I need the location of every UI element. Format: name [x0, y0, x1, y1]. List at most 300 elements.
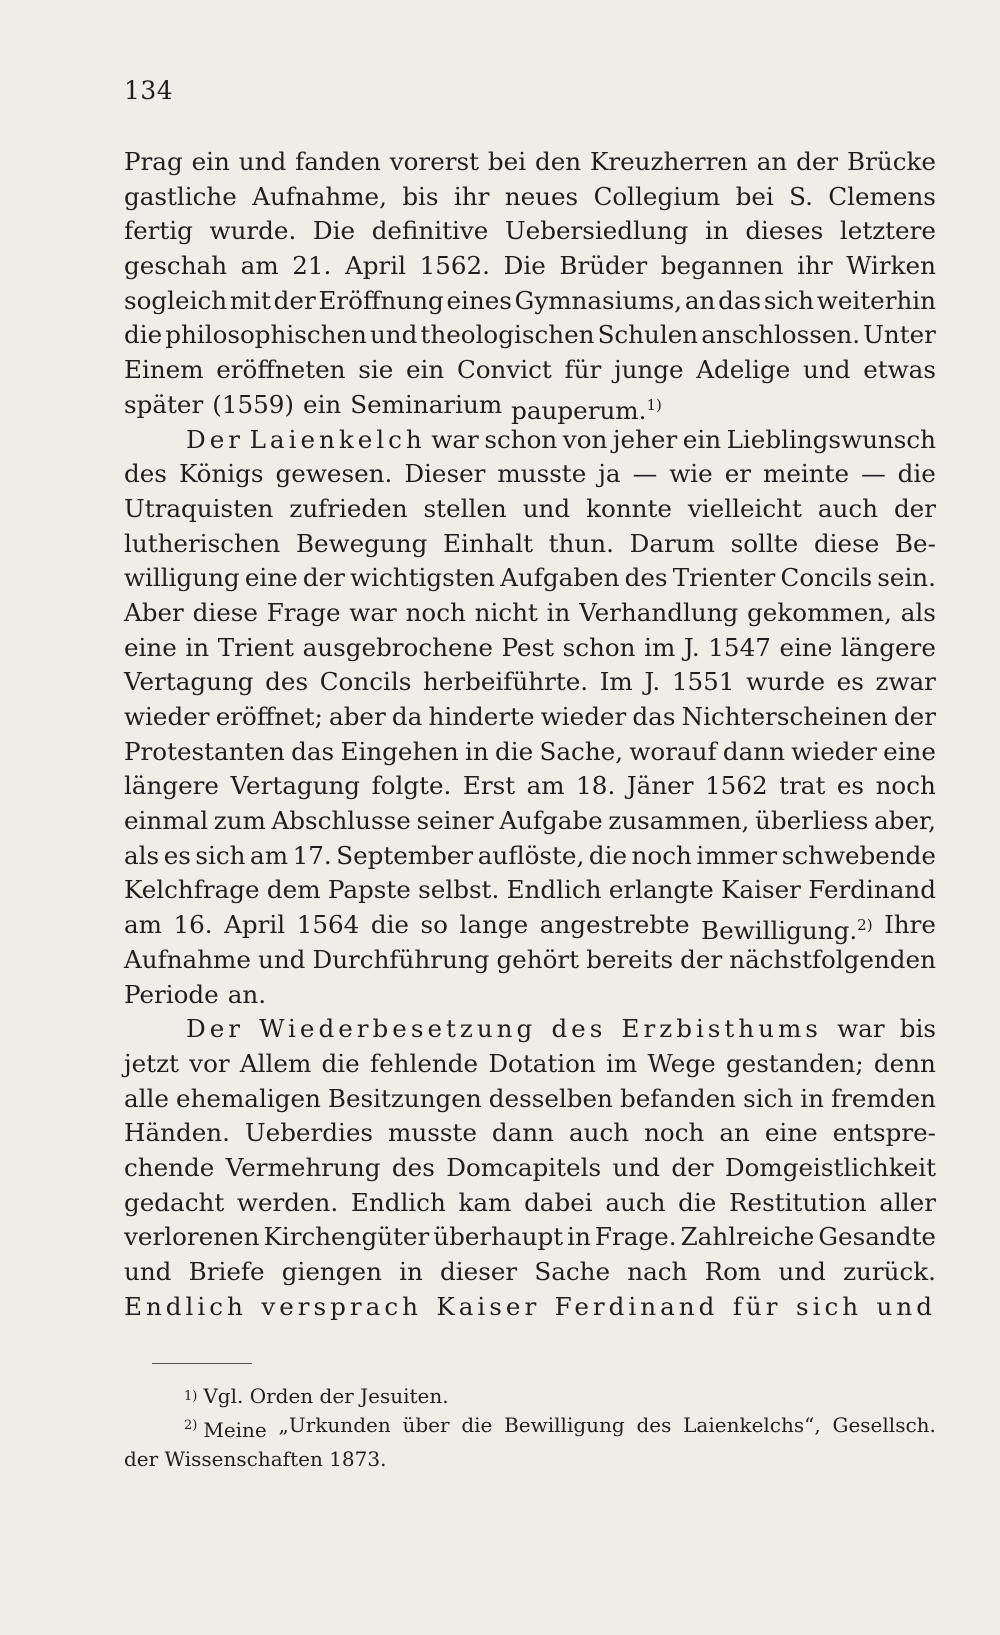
word: Ihre [884, 910, 936, 940]
word: des [124, 459, 167, 489]
word: an. [227, 979, 267, 1009]
footnote-reference: 1) [646, 395, 662, 414]
word: angestrebte [539, 910, 690, 940]
word: ihr [453, 181, 490, 211]
word: Protestanten [124, 736, 285, 766]
word: die [495, 736, 534, 766]
word: Der [186, 424, 245, 454]
text-line [124, 873, 936, 908]
word: chende [124, 1152, 215, 1182]
word: eröffneten [216, 355, 346, 385]
word: zurück. [843, 1257, 936, 1286]
word: giengen [281, 1257, 382, 1286]
word: überhaupt [433, 1222, 564, 1252]
word: es [163, 840, 191, 870]
word: fertig [124, 216, 193, 246]
word: und [803, 355, 851, 385]
word: überliess [754, 806, 869, 836]
word: später [124, 389, 204, 419]
text-line [124, 1151, 936, 1186]
word: über [402, 1413, 450, 1437]
word: aber [329, 702, 386, 731]
word: Sache, [539, 736, 624, 766]
word: bei [487, 147, 527, 176]
word: fanden [295, 147, 381, 176]
word: war [431, 424, 479, 454]
word: Händen. [124, 1118, 230, 1148]
word: in [800, 1083, 824, 1113]
text-line [124, 318, 936, 353]
word: Verhandlung [579, 597, 739, 627]
word: dann [722, 736, 785, 766]
word: am [250, 840, 289, 870]
word: auflöste, [477, 840, 585, 870]
word: eine [883, 736, 936, 766]
word: Durchführung [312, 944, 490, 974]
word: Collegium [593, 181, 721, 211]
word: der [671, 1152, 714, 1182]
word: ein [303, 389, 342, 419]
word: Wirken [846, 251, 936, 281]
word: nicht [474, 597, 538, 627]
text-line [124, 527, 936, 562]
word: Pest [501, 632, 555, 662]
word: Erzbisthums [621, 1014, 822, 1044]
word: J. [644, 667, 661, 697]
word: sollte [730, 528, 799, 558]
word: an [719, 1118, 750, 1148]
word: gehört [496, 944, 580, 974]
word: die [897, 459, 936, 489]
word: Domcapitels [446, 1152, 602, 1182]
word: Frage [266, 597, 341, 627]
word: gestanden; [725, 1048, 864, 1078]
text-line [124, 1116, 936, 1151]
word: ihr [797, 251, 833, 281]
word: 21. [292, 251, 332, 281]
word: werden. [236, 1187, 339, 1217]
word: Trient [217, 632, 295, 662]
word: die [678, 1187, 717, 1217]
word: worauf [629, 736, 717, 766]
text-line [124, 423, 936, 458]
word: längere [840, 632, 936, 662]
text-line [124, 1082, 936, 1117]
footnote-text: Vgl. Orden der Jesuiten. [203, 1384, 449, 1408]
word: Restitution [729, 1187, 867, 1217]
word: Kreuzherren [590, 147, 748, 176]
word: mit [229, 285, 271, 315]
word: den [534, 147, 582, 176]
word: die [370, 910, 409, 940]
word: erlangte [608, 875, 714, 905]
word: einmal [124, 806, 209, 836]
word: folgte. [371, 771, 452, 801]
word: dieses [745, 216, 824, 246]
word: noch [875, 771, 936, 801]
word: sich [763, 285, 815, 315]
word: aller [879, 1187, 936, 1217]
word: weiterhin [816, 285, 936, 315]
word: bereits [586, 944, 674, 974]
footnotes [124, 1382, 936, 1474]
word: an [756, 147, 788, 176]
word: Vertagung [124, 667, 254, 697]
word: der [893, 493, 936, 523]
word: 16. [173, 910, 213, 940]
word: Ueberdies [244, 1118, 374, 1148]
word: Ferdinand [554, 1291, 719, 1321]
word: $^{2)}$ Meine [184, 1418, 267, 1442]
word: noch [631, 840, 692, 870]
word: auch [605, 1187, 666, 1217]
word: war [837, 1014, 885, 1044]
word: sein. [877, 563, 936, 593]
word: sich [743, 1083, 794, 1113]
word: Seminarium [350, 389, 503, 419]
word: 18. [576, 771, 616, 801]
word: dem [266, 875, 321, 905]
footnote-rule [152, 1363, 252, 1364]
word: schon [484, 424, 558, 454]
word: jetzt [124, 1048, 179, 1078]
text-line [124, 284, 936, 319]
word: fremden [831, 1083, 936, 1113]
word: war [349, 597, 397, 627]
text-line [124, 596, 936, 631]
word: trat [779, 771, 826, 801]
word: eine [244, 563, 298, 593]
word: letztere [839, 216, 936, 246]
word: in [399, 1257, 423, 1286]
word: wie [669, 459, 713, 489]
word: Einhalt [443, 528, 533, 558]
word: in [546, 597, 571, 627]
footnote-mark: 2) [184, 1418, 198, 1433]
word: wichtigsten [350, 563, 496, 593]
word: eine [124, 632, 177, 662]
text-line [124, 665, 936, 700]
word: vielleicht [687, 493, 802, 523]
word: gedacht [124, 1187, 225, 1217]
word: Kirchengüter [263, 1222, 430, 1252]
word: musste [497, 459, 587, 489]
word: Bewilligung.$^{2)}$ [701, 916, 873, 946]
word: Brüder [559, 251, 648, 281]
word: Nichterscheinen [681, 702, 888, 731]
word: 17. [292, 840, 332, 870]
word: sogleich [124, 285, 228, 315]
word: gastliche [124, 181, 237, 211]
word: Sache [534, 1257, 611, 1286]
word: Dotation [488, 1048, 596, 1078]
text-line [124, 1290, 936, 1325]
word: eines [446, 285, 512, 315]
word: Vertagung [230, 771, 361, 801]
word: begannen [660, 251, 784, 281]
word: Aufgaben [500, 563, 620, 593]
word: Frage. [594, 1222, 677, 1252]
word: der [893, 702, 936, 731]
word: Erst [462, 771, 516, 801]
word: Wege [647, 1048, 716, 1078]
word: September [336, 840, 474, 870]
text-line [124, 492, 936, 527]
word: Gesandte [818, 1222, 936, 1252]
word: Endlich [124, 1291, 247, 1321]
footnote-line [124, 1445, 936, 1474]
word: am [124, 910, 162, 940]
word: Die [503, 251, 546, 281]
word: der [796, 147, 839, 176]
word: Aufnahme, [252, 181, 387, 211]
word: — [861, 459, 886, 489]
word: junge [613, 355, 684, 385]
word: in [185, 632, 210, 662]
word: am [526, 771, 565, 801]
word: Eingehen [340, 736, 459, 766]
word: Vermehrung [225, 1152, 381, 1182]
word: anschlossen. [701, 320, 861, 350]
word: eröffnet; [215, 702, 323, 731]
text-line [124, 1220, 936, 1255]
word: des [636, 1413, 672, 1437]
text-line [124, 249, 936, 284]
word: 1562. [419, 251, 491, 281]
word: er [724, 459, 751, 489]
word: und [257, 944, 306, 974]
word: Concils [319, 667, 412, 697]
word: bis [899, 1014, 936, 1044]
word: das [718, 285, 762, 315]
word: Aber [124, 597, 184, 627]
word: Allem [239, 1048, 312, 1078]
word: Zahlreiche [680, 1222, 815, 1252]
text-line [124, 561, 936, 596]
word: nach [627, 1257, 688, 1286]
word: als [900, 597, 936, 627]
word: Clemens [828, 181, 936, 211]
word: und [238, 147, 287, 176]
word: es [836, 771, 865, 801]
word: Kaiser [436, 1291, 541, 1321]
text-line [124, 943, 936, 978]
word: als [124, 840, 160, 870]
word: Königs [178, 459, 264, 489]
word: Prag [124, 147, 183, 176]
word: „Urkunden [278, 1413, 391, 1437]
word: die [124, 320, 163, 350]
word: des [391, 1152, 435, 1182]
word: Domgeistlichkeit [724, 1152, 936, 1182]
word: die [321, 1048, 360, 1078]
word: diese [813, 528, 880, 558]
word: da [391, 702, 423, 731]
text-line [124, 1047, 936, 1082]
text-line [124, 804, 936, 839]
word: Briefe [188, 1257, 265, 1286]
word: bis [402, 181, 439, 211]
footnote-text: der Wissenschaften 1873. [124, 1447, 387, 1471]
word: der [273, 285, 316, 315]
word: Besitzungen [327, 1083, 482, 1113]
text-line [124, 700, 936, 735]
text-line [124, 978, 936, 1013]
word: vor [189, 1048, 230, 1078]
word: und [522, 493, 571, 523]
word: alle [124, 1083, 169, 1113]
word: Periode [124, 979, 219, 1009]
word: Darum [629, 528, 715, 558]
word: von [562, 424, 608, 454]
word: Schulen [597, 320, 699, 350]
word: der [680, 944, 723, 974]
text-line [124, 735, 936, 770]
word: theologischen [420, 320, 595, 350]
text-line [124, 631, 936, 666]
word: willigung [124, 563, 240, 593]
word: noch [405, 597, 466, 627]
word: Convict [456, 355, 552, 385]
word: Bewegung [295, 528, 428, 558]
footnote-mark: 1) [184, 1389, 198, 1404]
word: 1551 [671, 667, 735, 697]
word: in [567, 1222, 591, 1252]
word: kam [458, 1187, 512, 1217]
word: verlorenen [124, 1222, 260, 1252]
word: versprach [261, 1291, 422, 1321]
word: schon [562, 632, 636, 662]
text-line [124, 457, 936, 492]
word: gewesen. [275, 459, 393, 489]
word: und [124, 1257, 172, 1286]
word: Endlich [506, 875, 602, 905]
word: 1564 [296, 910, 360, 940]
word: eine [779, 632, 833, 662]
word: an [684, 285, 716, 315]
word: der [302, 563, 345, 593]
word: Jäner [626, 771, 694, 801]
word: für [732, 1291, 782, 1321]
text-line [124, 839, 936, 874]
text-line [124, 1012, 936, 1047]
text-line [124, 214, 936, 249]
word: musste [388, 1118, 477, 1148]
word: nächstfolgenden [729, 944, 936, 974]
word: neues [504, 181, 579, 211]
page-number: 134 [124, 76, 174, 105]
body-text [124, 145, 936, 1324]
word: meinte [763, 459, 850, 489]
word: am [240, 251, 279, 281]
word: ein [405, 355, 445, 385]
word: Papste [327, 875, 411, 905]
word: ja [598, 459, 621, 489]
word: Im [599, 667, 633, 697]
word: Gesellsch. [832, 1413, 936, 1437]
word: in [704, 216, 729, 246]
word: aber, [874, 806, 936, 836]
word: und [369, 320, 418, 350]
word: S. [789, 181, 813, 211]
word: Dieser [404, 459, 486, 489]
word: geschah [124, 251, 228, 281]
word: Lieblingswunsch [726, 424, 936, 454]
word: jeher [612, 424, 678, 454]
word: Abschlusse [271, 806, 411, 836]
word: ehemaligen [176, 1083, 321, 1113]
word: seiner [416, 806, 494, 836]
word: etwas [863, 355, 936, 385]
word: dann [491, 1118, 554, 1148]
text-line [124, 353, 936, 388]
word: denn [873, 1048, 936, 1078]
word: ein [682, 424, 722, 454]
word: Kaiser [721, 875, 801, 905]
word: fehlende [369, 1048, 479, 1078]
word: Gymnasiums, [514, 285, 683, 315]
word: befanden [619, 1083, 737, 1113]
word: zum [213, 806, 266, 836]
word: April [224, 910, 286, 940]
word: Endlich [350, 1187, 446, 1217]
word: auch [817, 493, 878, 523]
word: noch [644, 1118, 705, 1148]
word: für [564, 355, 602, 385]
word: ein [191, 147, 230, 176]
word: die [461, 1413, 493, 1437]
word: Laienkelch [249, 424, 426, 454]
word: Rom [704, 1257, 762, 1286]
word: wieder [540, 702, 627, 731]
word: es [836, 667, 864, 697]
word: Concils [780, 563, 873, 593]
word: die [588, 840, 628, 870]
word: Kelchfrage [124, 875, 260, 905]
footnote-line [124, 1382, 936, 1411]
word: hinderte [428, 702, 535, 731]
word: dabei [524, 1187, 593, 1217]
word: das [632, 702, 676, 731]
word: philosophischen [165, 320, 367, 350]
word: des [551, 1014, 607, 1044]
word: Eröffnung [318, 285, 444, 315]
text-line [124, 769, 936, 804]
word: stellen [423, 493, 507, 523]
word: Utraquisten [124, 493, 274, 523]
footnote-line [124, 1411, 936, 1445]
word: thun. [548, 528, 614, 558]
word: des [624, 563, 668, 593]
word: längere [124, 771, 219, 801]
word: sich [195, 840, 246, 870]
word: des [265, 667, 309, 697]
word: das [291, 736, 335, 766]
word: konnte [586, 493, 672, 523]
word: schwebende [781, 840, 936, 870]
word: 1547 [708, 632, 771, 662]
word: definitive [371, 216, 489, 246]
word: — [632, 459, 658, 489]
word: dieser [440, 1257, 518, 1286]
word: Aufgabe [499, 806, 603, 836]
text-line [124, 180, 936, 215]
word: Aufnahme [124, 944, 251, 974]
word: Der [186, 1014, 245, 1044]
word: Die [312, 216, 356, 246]
word: Ferdinand [808, 875, 936, 905]
text-line [124, 388, 936, 423]
